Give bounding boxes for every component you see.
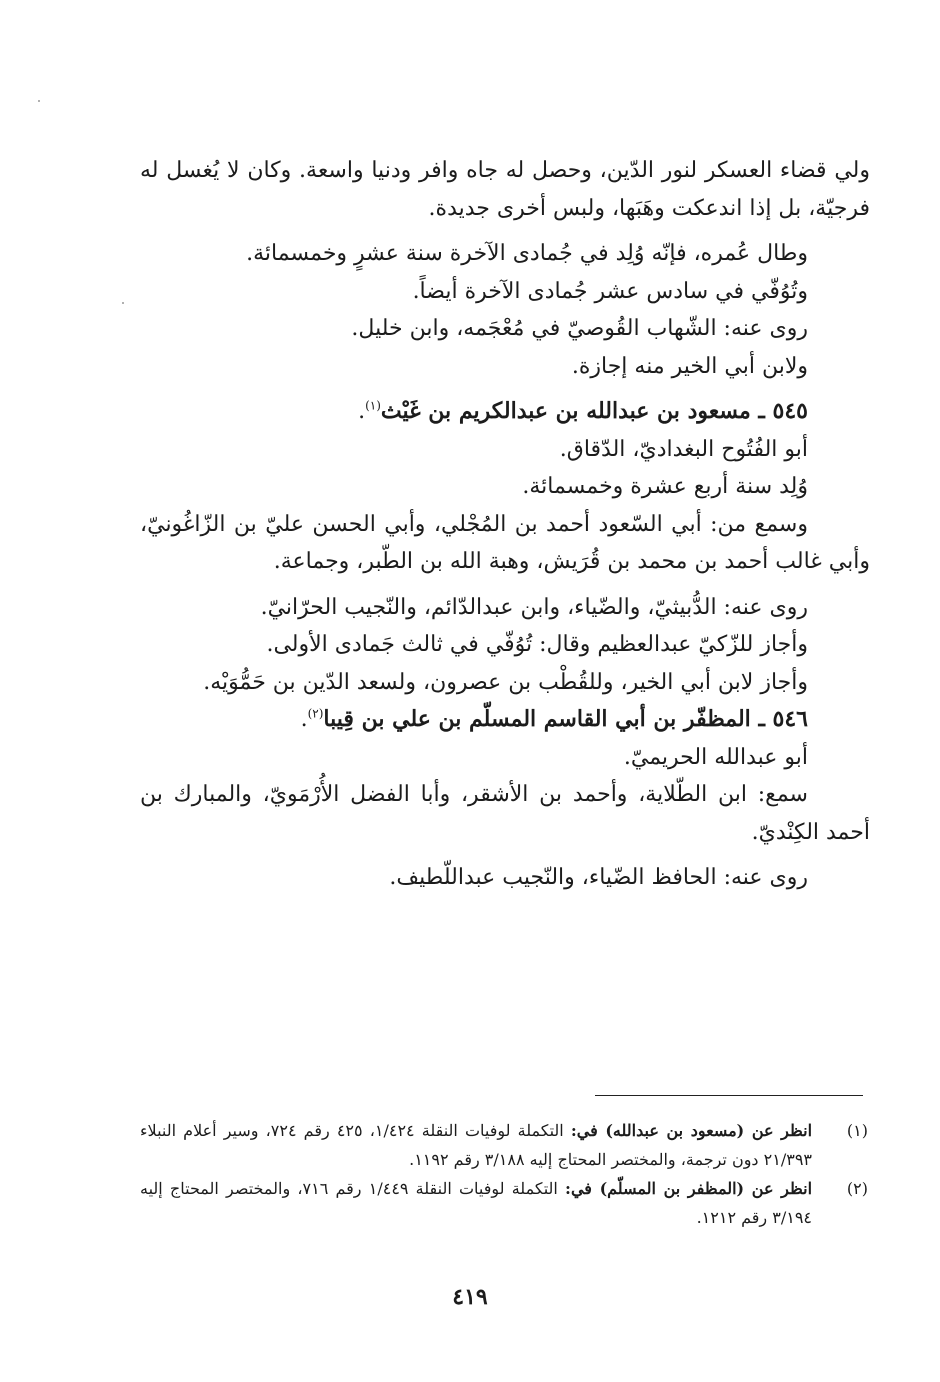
footnote-lead: انظر عن (المظفر بن المسلّم) في: <box>565 1179 813 1198</box>
entry-heading-end: . <box>358 399 366 424</box>
footnote-text <box>140 1174 812 1232</box>
paragraph-2: وطال عُمره، فإنّه وُلِد في جُمادى الآخرة سنة عشرٍ وخمسمائة. <box>246 241 808 266</box>
paragraph-4: روى عنه: الشّهاب القُوصيّ في مُعْجَمه، وابن خليل. <box>351 316 808 341</box>
footnote-number: (٢) <box>846 1179 868 1198</box>
footnote-number: (١) <box>846 1121 868 1140</box>
footnote-2 <box>140 1174 868 1232</box>
footnote-text <box>140 1116 812 1174</box>
entry-title: ٥٤٥ ـ مسعود بن عبدالله بن عبدالكريم بن غَيْث <box>380 398 808 424</box>
paragraph-5: ولابن أبي الخير منه إجازة. <box>571 353 808 379</box>
footnotes <box>140 1116 868 1232</box>
entry-heading-end: . <box>300 707 308 732</box>
entry-heading-546 <box>140 701 870 739</box>
footnote-1 <box>140 1116 868 1174</box>
scan-speck <box>122 302 124 304</box>
paragraph-7: أبو الفُتُوح البغداديّ، الدّقاق. <box>559 436 808 462</box>
paragraph-9: وسمع من: أبي السّعود أحمد بن المُجْلي، وأبي الحسن عليّ بن الزّاغُونيّ، وأبي غالب أحمد بن محمد بن قُرَيش، وهبة الله بن الطّبر، وجماعة. <box>140 511 870 574</box>
scan-speck <box>38 100 40 102</box>
footnote-lead: انظر عن (مسعود بن عبدالله) في: <box>570 1121 813 1140</box>
paragraph-14: أبو عبدالله الحريميّ. <box>623 744 808 770</box>
paragraph-8: وُلِد سنة أربع عشرة وخمسمائة. <box>522 474 808 499</box>
entry-title: ٥٤٦ ـ المظفّر بن أبي القاسم المسلّم بن علي بن قِيبا <box>323 706 808 732</box>
paragraph-15: سمع: ابن الطّلاية، وأحمد بن الأشقر، وأبا الفضل الأُرْمَويّ، والمبارك بن أحمد الكِنْديّ. <box>140 782 870 845</box>
paragraph-1: ولي قضاء العسكر لنور الدّين، وحصل له جاه وافر ودنيا واسعة. وكان لا يُغسل له فرجيّة، بل إذا اندعكت وهَبَها، ولبس أخرى جديدة. <box>140 158 870 221</box>
paragraph-10: روى عنه: الدُّبيثيّ، والضّياء، وابن عبدالدّائم، والنّجيب الحرّانيّ. <box>260 594 808 620</box>
footnote-ref[interactable]: (٢) <box>307 706 324 721</box>
entry-heading-545 <box>140 393 870 431</box>
footnote-separator <box>595 1095 863 1096</box>
footnote-body: التكملة لوفيات النقلة ١/٤٤٩ رقم ٧١٦، والمختصر المحتاج إليه ٣/١٩٤ رقم ١٢١٢. <box>140 1179 812 1227</box>
footnote-body: التكملة لوفيات النقلة ١/٤٢٤، ٤٢٥ رقم ٧٢٤، وسير أعلام النبلاء ٢١/٣٩٣ دون ترجمة، والمختصر المحتاج إليه ٣/١٨٨ رقم ١١٩٢. <box>140 1121 812 1169</box>
paragraph-3: وتُوُفّي في سادس عشر جُمادى الآخرة أيضاً. <box>412 278 808 304</box>
paragraph-16: روى عنه: الحافظ الضّياء، والنّجيب عبداللّطيف. <box>389 865 808 890</box>
paragraph-11: وأجاز للزّكيّ عبدالعظيم وقال: تُوُفّي في ثالث جَمادى الأولى. <box>266 632 808 657</box>
footnote-ref[interactable]: (١) <box>365 398 381 413</box>
page-number: ٤١٩ <box>452 1284 488 1310</box>
main-text <box>140 152 870 897</box>
paragraph-12: وأجاز لابن أبي الخير، وللقُطْب بن عصرون، ولسعد الدّين بن حَمُّوَيْه. <box>203 669 808 695</box>
